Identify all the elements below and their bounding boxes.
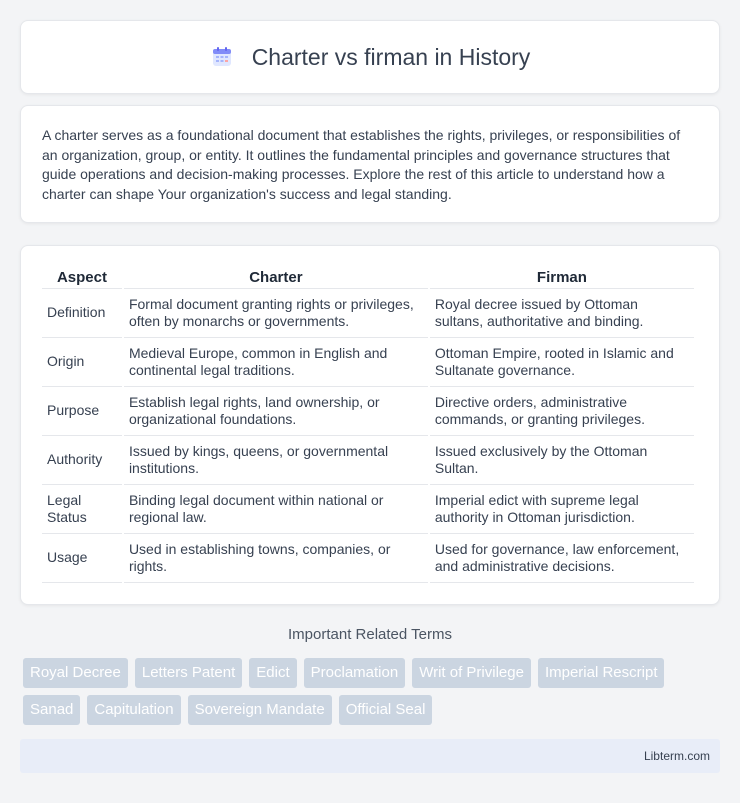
footer [20,739,720,773]
tag-sovereign-mandate[interactable]: Sovereign Mandate [188,695,332,725]
intro-card [20,105,720,223]
row-charter: Formal document granting rights or privileges, often by monarchs or governments. [124,289,428,338]
related-terms-heading: Important Related Terms [288,626,452,643]
row-charter: Issued by kings, queens, or governmental institutions. [124,436,428,485]
row-firman: Used for governance, law enforcement, and administrative decisions. [430,534,694,583]
calendar-icon [210,45,234,69]
row-aspect: Origin [42,338,122,387]
row-charter: Binding legal document within national or regional law. [124,485,428,534]
tag-letters-patent[interactable]: Letters Patent [135,658,242,688]
table-row [42,534,694,583]
row-charter: Used in establishing towns, companies, or rights. [124,534,428,583]
tag-capitulation[interactable]: Capitulation [87,695,180,725]
table-row [42,436,694,485]
row-firman: Royal decree issued by Ottoman sultans, authoritative and binding. [430,289,694,338]
tag-official-seal[interactable]: Official Seal [339,695,433,725]
row-firman: Directive orders, administrative commands, or granting privileges. [430,387,694,436]
row-firman: Imperial edict with supreme legal authority in Ottoman jurisdiction. [430,485,694,534]
tag-proclamation[interactable]: Proclamation [304,658,406,688]
row-aspect: Purpose [42,387,122,436]
table-row [42,485,694,534]
tag-royal-decree[interactable]: Royal Decree [23,658,128,688]
tag-sanad[interactable]: Sanad [23,695,80,725]
table-row [42,387,694,436]
table-row [42,289,694,338]
title-card [20,20,720,94]
row-charter: Medieval Europe, common in English and continental legal traditions. [124,338,428,387]
table-row [42,338,694,387]
intro-paragraph: A charter serves as a foundational document that establishes the rights, privileges, or responsibilities of an organization, group, or entity. It outlines the fundamental principles and governance structures that guide operations and decision-making processes. Explore the rest of this article to understand how a charter can shape Your organization's success and legal standing. [42,127,681,202]
page-title: Charter vs firman in History [251,43,531,70]
row-firman: Issued exclusively by the Ottoman Sultan. [430,436,694,485]
tag-imperial-rescript[interactable]: Imperial Rescript [538,658,665,688]
header-aspect: Aspect [42,267,122,289]
tag-writ-of-privilege[interactable]: Writ of Privilege [412,658,531,688]
tag-edict[interactable]: Edict [249,658,296,688]
table-header-row [42,267,694,289]
row-firman: Ottoman Empire, rooted in Islamic and Sultanate governance. [430,338,694,387]
row-aspect: Legal Status [42,485,122,534]
comparison-table [40,267,696,583]
row-aspect: Definition [42,289,122,338]
comparison-card [20,245,720,605]
row-charter: Establish legal rights, land ownership, or organizational foundations. [124,387,428,436]
footer-site-link[interactable]: Libterm.com [643,749,710,763]
row-aspect: Usage [42,534,122,583]
related-terms-list [23,658,723,725]
row-aspect: Authority [42,436,122,485]
header-charter: Charter [124,267,428,289]
header-firman: Firman [430,267,694,289]
